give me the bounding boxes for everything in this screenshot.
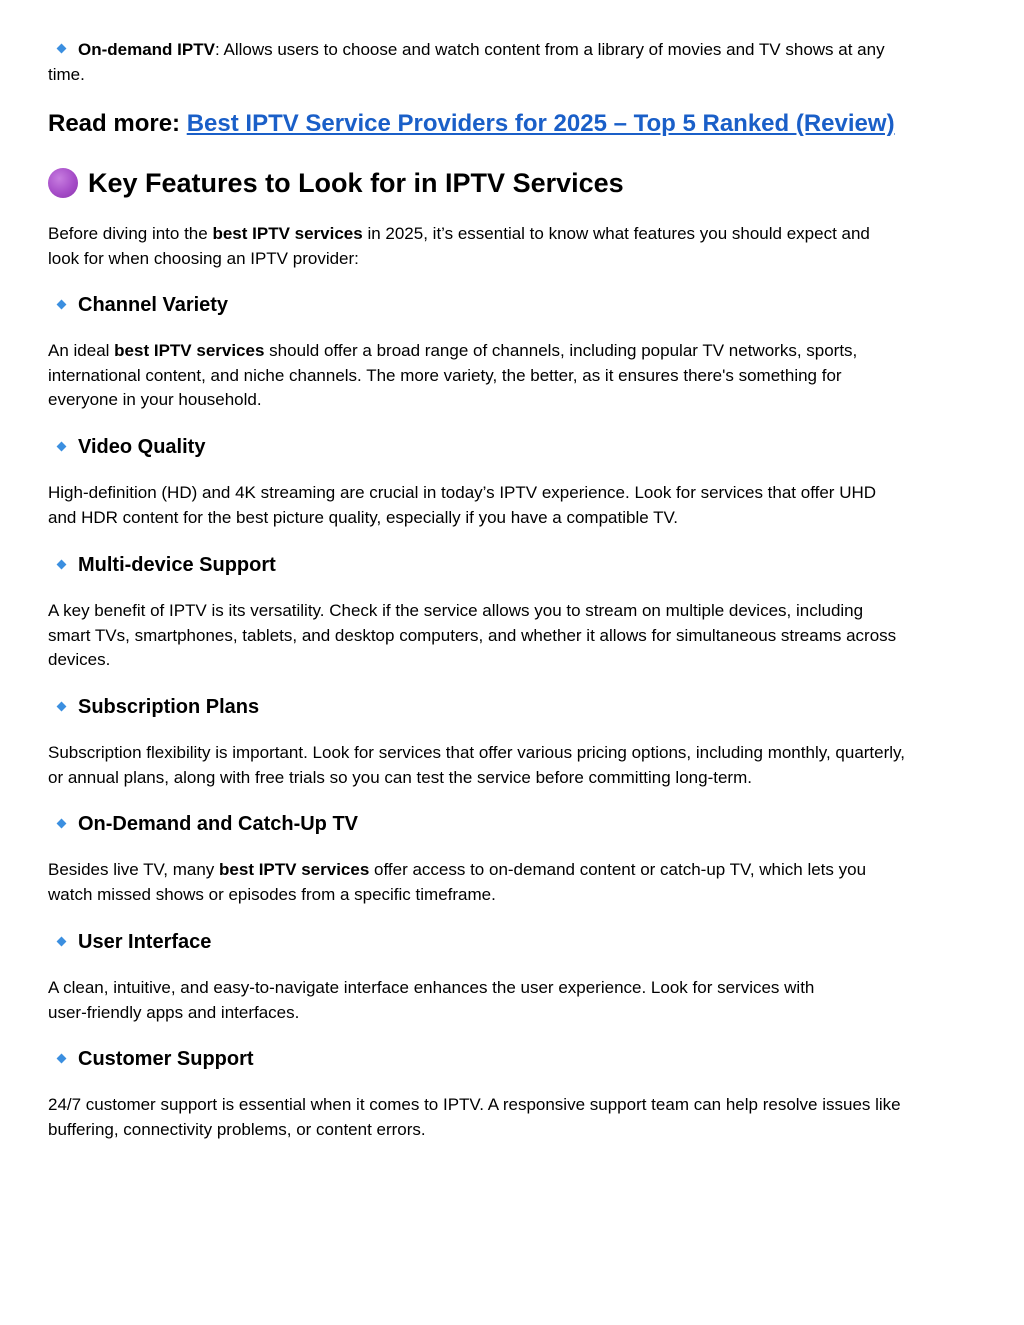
feature-description-line — [48, 624, 978, 649]
feature-title: Subscription Plans — [78, 696, 260, 718]
intro-bullet-continuation: time. — [48, 64, 85, 84]
section-intro-text-2: in 2025, it’s essential to know what features you should expect and — [362, 224, 870, 243]
feature-description-line — [48, 1001, 978, 1026]
feature-text-bold: best IPTV services — [114, 341, 265, 360]
section-intro-bold: best IPTV services — [212, 224, 363, 243]
feature-description-line — [48, 1093, 978, 1118]
read-more-link[interactable]: Best IPTV Service Providers for 2025 – Top 5 Ranked (Review) — [186, 110, 895, 137]
intro-bullet-text: : Allows users to choose and watch content from a library of movies and TV shows at any — [214, 40, 885, 59]
section-intro-line2: look for when choosing an IPTV provider: — [48, 248, 359, 268]
feature-description — [48, 481, 978, 530]
feature-text: offer access to on-demand content or catch-up TV, which lets you — [369, 860, 867, 879]
feature-description — [48, 1093, 978, 1142]
feature-heading — [48, 434, 978, 460]
feature-description-line — [48, 599, 978, 624]
feature-title: On-Demand and Catch-Up TV — [78, 813, 359, 835]
feature-text: buffering, connectivity problems, or content errors. — [48, 1119, 426, 1139]
feature-description-line — [48, 976, 978, 1001]
intro-bullet-bold: On-demand IPTV — [78, 40, 215, 59]
feature-text-bold: best IPTV services — [219, 860, 370, 879]
feature-description — [48, 741, 978, 790]
feature-text: international content, and niche channels. The more variety, the better, as it ensures there's something for — [48, 365, 842, 385]
diamond-bullet-icon — [57, 937, 67, 947]
feature-description-line — [48, 388, 978, 413]
feature-description-line — [48, 766, 978, 791]
feature-description — [48, 976, 978, 1025]
feature-text: A clean, intuitive, and easy-to-navigate interface enhances the user experience. Look for services with — [48, 978, 815, 997]
feature-description-line — [48, 339, 978, 364]
feature-description-line — [48, 883, 978, 908]
feature-text: should offer a broad range of channels, including popular TV networks, sports, — [264, 341, 858, 360]
feature-description-line — [48, 648, 978, 673]
feature-title: Video Quality — [78, 436, 206, 458]
feature-text: 24/7 customer support is essential when it comes to IPTV. A responsive support team can help resolve issues like — [48, 1095, 901, 1114]
feature-text: everyone in your household. — [48, 390, 262, 409]
section-intro — [48, 222, 978, 271]
feature-text: Besides live TV, many — [48, 860, 220, 879]
feature-description-line — [48, 1118, 978, 1143]
feature-heading — [48, 694, 978, 720]
diamond-bullet-icon — [57, 442, 67, 452]
feature-title: User Interface — [78, 931, 212, 953]
feature-heading — [48, 292, 978, 318]
feature-description-line — [48, 364, 978, 389]
feature-text: An ideal — [48, 341, 115, 360]
diamond-bullet-icon — [57, 819, 67, 829]
feature-description-line — [48, 858, 978, 883]
diamond-bullet-icon — [57, 560, 67, 570]
feature-text: or annual plans, along with free trials so you can test the service before committing long-term. — [48, 767, 752, 787]
diamond-bullet-icon — [57, 1054, 67, 1064]
feature-description-line — [48, 481, 978, 506]
diamond-bullet-icon — [57, 702, 67, 712]
feature-text: smart TVs, smartphones, tablets, and desktop computers, and whether it allows for simultaneous streams across — [48, 625, 897, 645]
intro-bullet — [48, 38, 978, 87]
feature-text: High-definition (HD) and 4K streaming are crucial in today’s IPTV experience. Look for services that offer UHD — [48, 483, 877, 502]
feature-heading — [48, 929, 978, 955]
feature-description — [48, 599, 978, 673]
feature-description-line — [48, 506, 978, 531]
feature-heading — [48, 811, 978, 837]
section-heading — [48, 166, 978, 200]
feature-title: Multi-device Support — [78, 554, 276, 576]
feature-title: Customer Support — [78, 1048, 254, 1070]
feature-description — [48, 858, 978, 907]
feature-text: devices. — [48, 650, 111, 669]
purple-circle-icon — [48, 168, 78, 198]
diamond-bullet-icon — [57, 44, 67, 54]
feature-heading — [48, 552, 978, 578]
section-title: Key Features to Look for in IPTV Services — [88, 168, 624, 198]
feature-title: Channel Variety — [78, 294, 229, 316]
read-more-line — [48, 109, 978, 139]
feature-text: Subscription flexibility is important. Look for services that offer various pricing options, including monthly, quarterly, — [48, 743, 906, 762]
feature-description-line — [48, 741, 978, 766]
read-more-label: Read more: — [48, 110, 181, 137]
section-intro-text: Before diving into the — [48, 224, 213, 243]
feature-text: A key benefit of IPTV is its versatility. Check if the service allows you to stream on multiple devices, including — [48, 601, 864, 620]
feature-text: and HDR content for the best picture quality, especially if you have a compatible TV. — [48, 507, 678, 527]
feature-heading — [48, 1046, 978, 1072]
feature-description — [48, 339, 978, 413]
feature-text: watch missed shows or episodes from a specific timeframe. — [48, 884, 496, 904]
diamond-bullet-icon — [57, 300, 67, 310]
feature-text: user-friendly apps and interfaces. — [48, 1002, 300, 1022]
